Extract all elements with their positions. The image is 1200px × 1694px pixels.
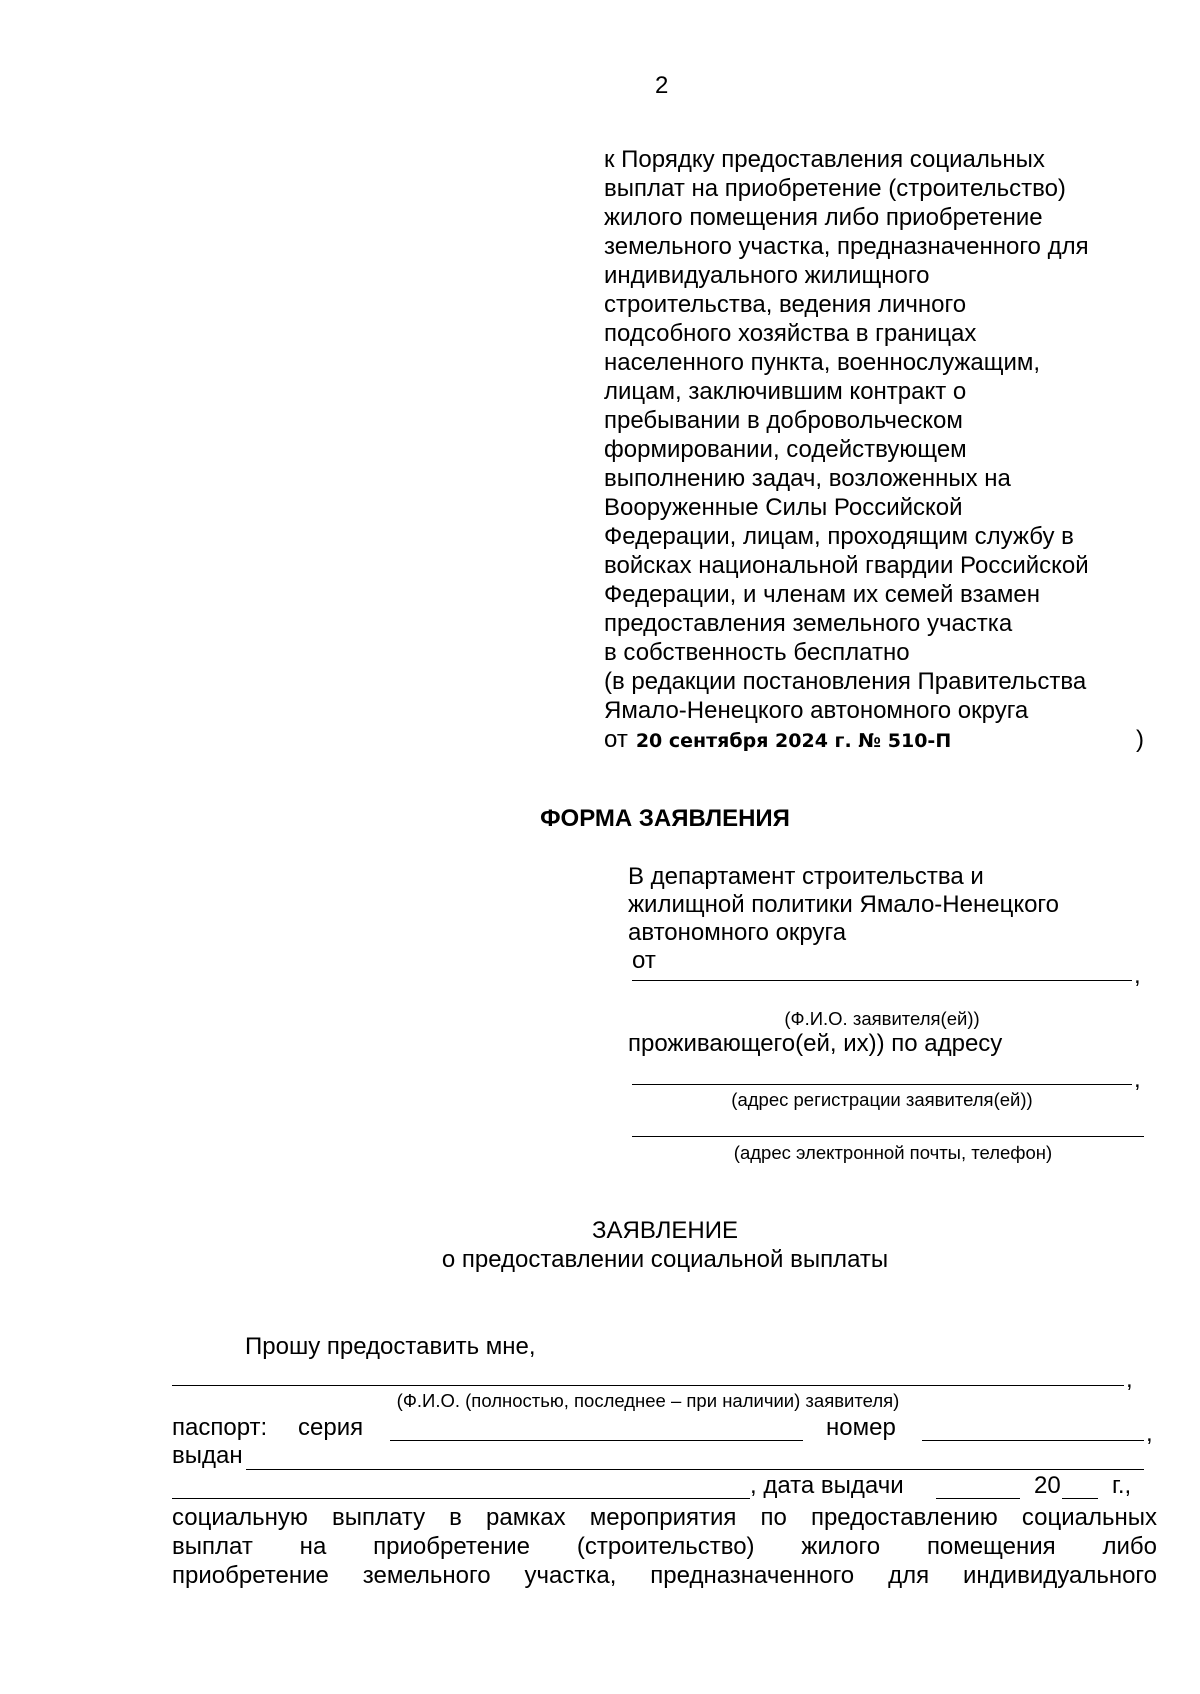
appendix-line: войсках национальной гвардии Российской	[604, 552, 1089, 579]
appendix-line: жилого помещения либо приобретение	[604, 204, 1043, 231]
comma: ,	[1146, 1420, 1153, 1447]
caption-contacts: (адрес электронной почты, телефон)	[733, 1142, 1053, 1163]
addressee-line: жилищной политики Ямало-Ненецкого	[628, 891, 1060, 918]
appendix-line: пребывании в добровольческом	[604, 407, 963, 434]
addressee-from: от	[632, 947, 656, 974]
appendix-line: Федерации, лицам, проходящим службу в	[604, 523, 1074, 550]
comma: ,	[1134, 1066, 1141, 1093]
full-name-field[interactable]	[172, 1385, 1124, 1386]
appendix-line: Ямало-Ненецкого автономного округа	[604, 697, 1029, 724]
addressee-line: автономного округа	[628, 919, 847, 946]
body-line: приобретение земельного участка, предназначенного для индивидуального	[172, 1562, 1157, 1589]
residing-label: проживающего(ей, их)) по адресу	[628, 1030, 1003, 1057]
form-title: ФОРМА ЗАЯВЛЕНИЯ	[540, 805, 790, 832]
number-label: номер	[826, 1414, 896, 1441]
issued-label: выдан	[172, 1442, 243, 1469]
appendix-line: земельного участка, предназначенного для	[604, 233, 1089, 260]
appendix-line: индивидуального жилищного	[604, 262, 930, 289]
issue-year-field[interactable]	[1062, 1498, 1098, 1499]
passport-number-field[interactable]	[922, 1440, 1144, 1441]
appendix-line: предоставления земельного участка	[604, 610, 1013, 637]
appendix-line: подсобного хозяйства в границах	[604, 320, 977, 347]
applicant-name-field[interactable]	[632, 980, 1132, 981]
issued-by-field[interactable]	[246, 1469, 1144, 1470]
contacts-field[interactable]	[632, 1136, 1144, 1137]
issue-date-field[interactable]	[936, 1498, 1020, 1499]
comma: ,	[1134, 962, 1141, 989]
appendix-line: выполнению задач, возложенных на	[604, 465, 1011, 492]
statement-subtitle: о предоставлении социальной выплаты	[441, 1246, 889, 1273]
reference-prefix: от	[604, 726, 628, 753]
passport-series-field[interactable]	[390, 1440, 803, 1441]
addressee-block	[628, 863, 1059, 975]
appendix-line: населенного пункта, военнослужащим,	[604, 349, 1041, 376]
caption-registration-address: (адрес регистрации заявителя(ей))	[731, 1089, 1033, 1110]
appendix-line: строительства, ведения личного	[604, 291, 967, 318]
appendix-line: лицам, заключившим контракт о	[604, 378, 967, 405]
addressee-line: В департамент строительства и	[628, 863, 984, 890]
appendix-line: (в редакции постановления Правительства	[604, 668, 1087, 695]
appendix-line: выплат на приобретение (строительство)	[604, 175, 1066, 202]
appendix-line: Федерации, и членам их семей взамен	[604, 581, 1040, 608]
body-line: выплат на приобретение (строительство) жилого помещения либо	[172, 1533, 1157, 1560]
resolution-reference	[604, 725, 1144, 756]
comma: ,	[1126, 1366, 1133, 1393]
registration-address-field[interactable]	[632, 1084, 1132, 1085]
appendix-line: в собственность бесплатно	[604, 639, 910, 666]
request-text: Прошу предоставить мне,	[245, 1333, 536, 1360]
passport-label: паспорт:	[172, 1414, 268, 1441]
body-line: социальную выплату в рамках мероприятия по предоставлению социальных	[172, 1504, 1157, 1531]
resolution-date-number: 20 сентября 2024 г. № 510-П	[635, 730, 952, 752]
statement-title: ЗАЯВЛЕНИЕ	[592, 1217, 738, 1244]
appendix-header	[604, 145, 1144, 756]
reference-close-paren: )	[1136, 726, 1144, 753]
year-prefix: 20	[1034, 1472, 1061, 1499]
caption-applicant-name: (Ф.И.О. заявителя(ей))	[784, 1008, 980, 1029]
series-label: серия	[298, 1414, 364, 1441]
appendix-line: формировании, содействующем	[604, 436, 967, 463]
year-suffix: г.,	[1112, 1472, 1132, 1499]
caption-full-name: (Ф.И.О. (полностью, последнее – при наличии) заявителя)	[396, 1390, 900, 1411]
issued-by-field-continued[interactable]	[172, 1498, 750, 1499]
appendix-line: к Порядку предоставления социальных	[604, 146, 1045, 173]
page-number: 2	[655, 72, 669, 99]
appendix-line: Вооруженные Силы Российской	[604, 494, 963, 521]
issue-date-label: , дата выдачи	[750, 1472, 904, 1499]
